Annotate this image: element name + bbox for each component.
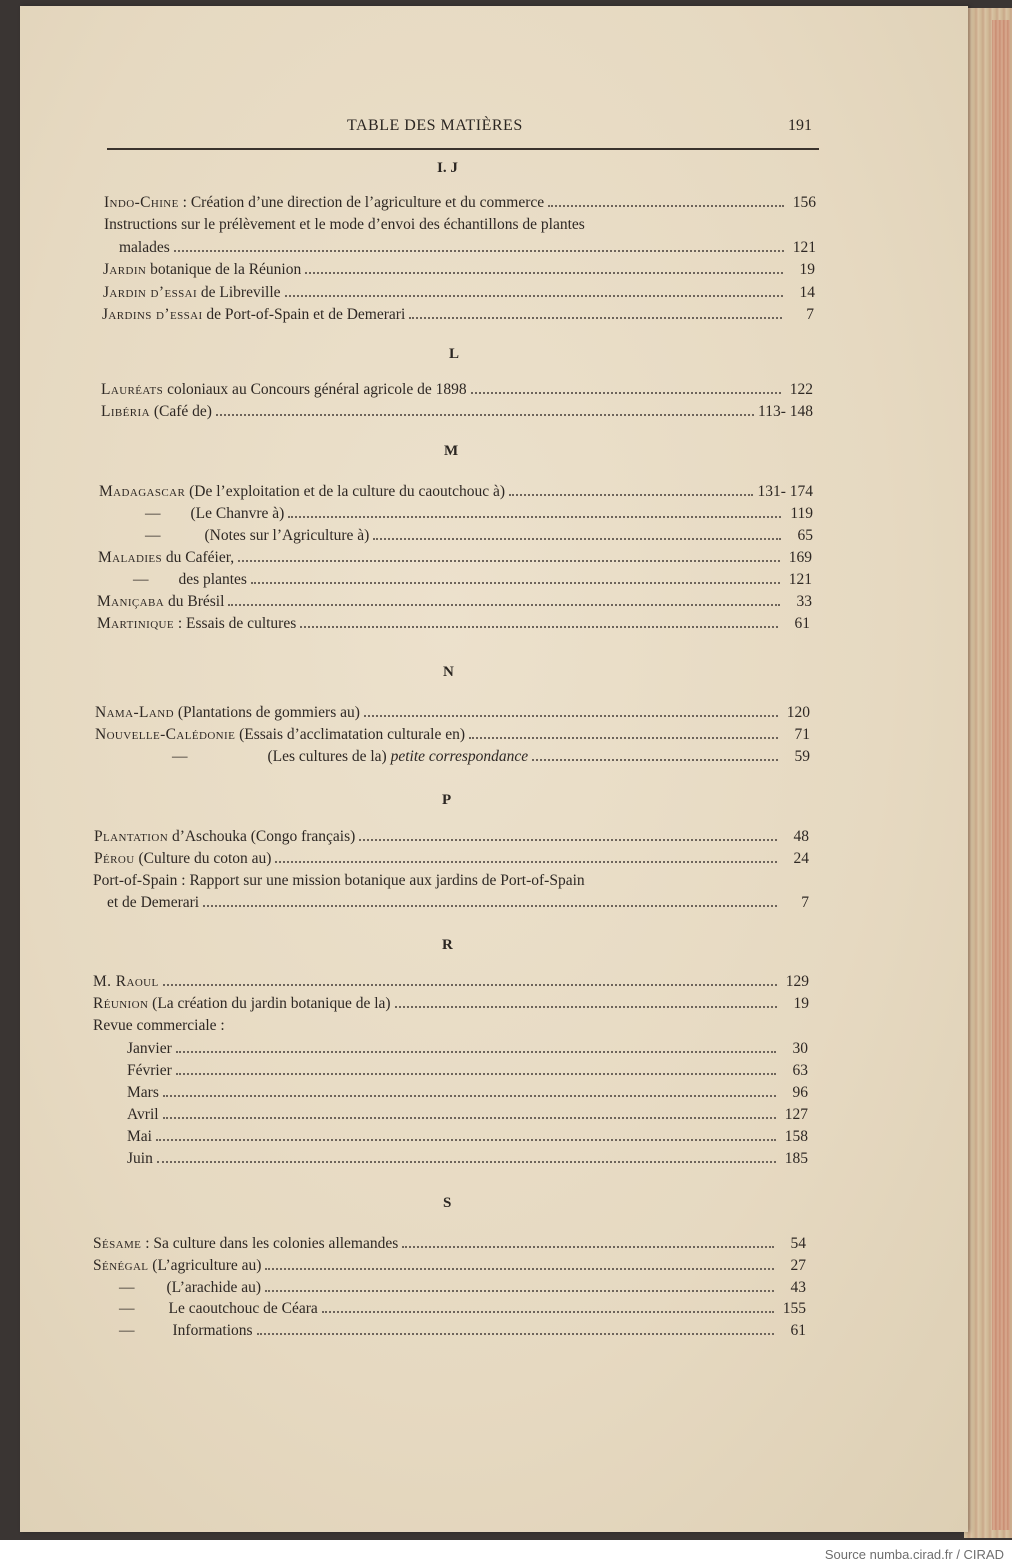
index-entry: Port-of-Spain : Rapport sur une mission botanique aux jardins de Port-of-Spain <box>93 872 585 889</box>
index-entry: Nouvelle-Calédonie (Essais d’acclimatation culturale en) 71 <box>95 726 810 743</box>
index-entry: Maniçaba du Brésil 33 <box>97 593 812 610</box>
dot-leader <box>532 747 778 761</box>
dot-leader <box>265 1278 774 1292</box>
index-entry: Sésame : Sa culture dans les colonies allemandes 54 <box>93 1235 806 1252</box>
dot-leader <box>395 994 777 1008</box>
index-entry: Février 63 <box>127 1062 808 1079</box>
index-entry: Nama-Land (Plantations de gommiers au) 120 <box>95 704 810 721</box>
dot-leader <box>471 380 781 394</box>
dot-leader <box>300 614 778 628</box>
index-entry: — (Les cultures de la) petite correspondance 59 <box>172 748 810 765</box>
dot-leader <box>216 402 754 416</box>
dot-leader <box>174 238 784 252</box>
dot-leader <box>305 260 783 274</box>
section-heading-s: S <box>443 1195 452 1211</box>
index-entry: — des plantes 121 <box>133 571 812 588</box>
index-entry: — (Notes sur l’Agriculture à) 65 <box>145 527 813 544</box>
running-header-title: TABLE DES MATIÈRES <box>347 117 523 134</box>
index-entry: Indo-Chine : Création d’une direction de l’agriculture et du commerce 156 <box>104 194 816 211</box>
index-entry: Madagascar (De l’exploitation et de la culture du caoutchouc à) 131- 174 <box>99 483 813 500</box>
index-entry: Plantation d’Aschouka (Congo français) 48 <box>94 828 809 845</box>
index-entry: Revue commerciale : <box>93 1017 225 1034</box>
dot-leader <box>409 305 782 319</box>
index-entry: — Le caoutchouc de Céara 155 <box>119 1300 806 1317</box>
dot-leader <box>203 893 777 907</box>
index-entry: Mai 158 <box>127 1128 808 1145</box>
index-entry: Martinique : Essais de cultures 61 <box>97 615 810 632</box>
source-credit: Source numba.cirad.fr / CIRAD <box>824 1547 1004 1562</box>
index-entry: Juin 185 <box>127 1150 808 1167</box>
section-heading-ij: I. J <box>437 160 458 176</box>
index-entry: Lauréats coloniaux au Concours général agricole de 1898 122 <box>101 381 813 398</box>
dot-leader <box>469 725 778 739</box>
index-entry-continuation: malades 121 <box>119 239 816 256</box>
dot-leader <box>288 504 781 518</box>
dot-leader <box>257 1321 774 1335</box>
index-entry: Jardin d’essai de Libreville 14 <box>103 284 815 301</box>
index-entry: Mars 96 <box>127 1084 808 1101</box>
dot-leader <box>265 1256 774 1270</box>
entry-page: 156 <box>792 194 816 211</box>
index-entry-continuation: et de Demerari 7 <box>107 894 809 911</box>
dot-leader <box>322 1299 774 1313</box>
dot-leader <box>285 283 783 297</box>
dot-leader <box>238 548 780 562</box>
header-rule <box>107 148 819 150</box>
dot-leader <box>176 1039 776 1053</box>
index-entry: Sénégal (L’agriculture au) 27 <box>93 1257 806 1274</box>
dot-leader <box>509 482 753 496</box>
dot-leader <box>228 592 780 606</box>
index-entry: Janvier 30 <box>127 1040 808 1057</box>
dot-leader <box>156 1127 776 1141</box>
index-entry: — (L’arachide au) 43 <box>119 1279 806 1296</box>
dot-leader <box>251 570 780 584</box>
dot-leader <box>163 972 777 986</box>
index-entry: — Informations 61 <box>119 1322 806 1339</box>
dot-leader <box>364 703 778 717</box>
book-red-edge <box>992 20 1010 1530</box>
dot-leader <box>359 827 777 841</box>
index-entry: Réunion (La création du jardin botanique de la) 19 <box>93 995 809 1012</box>
section-heading-l: L <box>449 346 460 362</box>
index-entry: Jardins d’essai de Port-of-Spain et de Demerari 7 <box>102 306 814 323</box>
index-entry: — (Le Chanvre à) 119 <box>145 505 813 522</box>
section-heading-m: M <box>444 443 459 459</box>
index-entry: Maladies du Caféier, 169 <box>98 549 812 566</box>
section-heading-p: P <box>442 792 452 808</box>
index-entry: Jardin botanique de la Réunion 19 <box>103 261 815 278</box>
index-entry: Instructions sur le prélèvement et le mode d’envoi des échantillons de plantes <box>104 216 585 233</box>
page-number: 191 <box>788 117 812 134</box>
dot-leader <box>163 1105 776 1119</box>
dot-leader <box>548 193 784 207</box>
dot-leader <box>275 849 777 863</box>
dot-leader <box>402 1234 774 1248</box>
index-entry: Pérou (Culture du coton au) 24 <box>94 850 809 867</box>
index-entry: Libéria (Café de) 113- 148 <box>101 403 813 420</box>
dot-leader <box>157 1149 776 1163</box>
dot-leader <box>373 526 781 540</box>
section-heading-n: N <box>443 664 454 680</box>
dot-leader <box>163 1083 776 1097</box>
index-entry: M. Raoul 129 <box>93 973 809 990</box>
dot-leader <box>176 1061 776 1075</box>
index-entry: Avril 127 <box>127 1106 808 1123</box>
section-heading-r: R <box>442 937 453 953</box>
